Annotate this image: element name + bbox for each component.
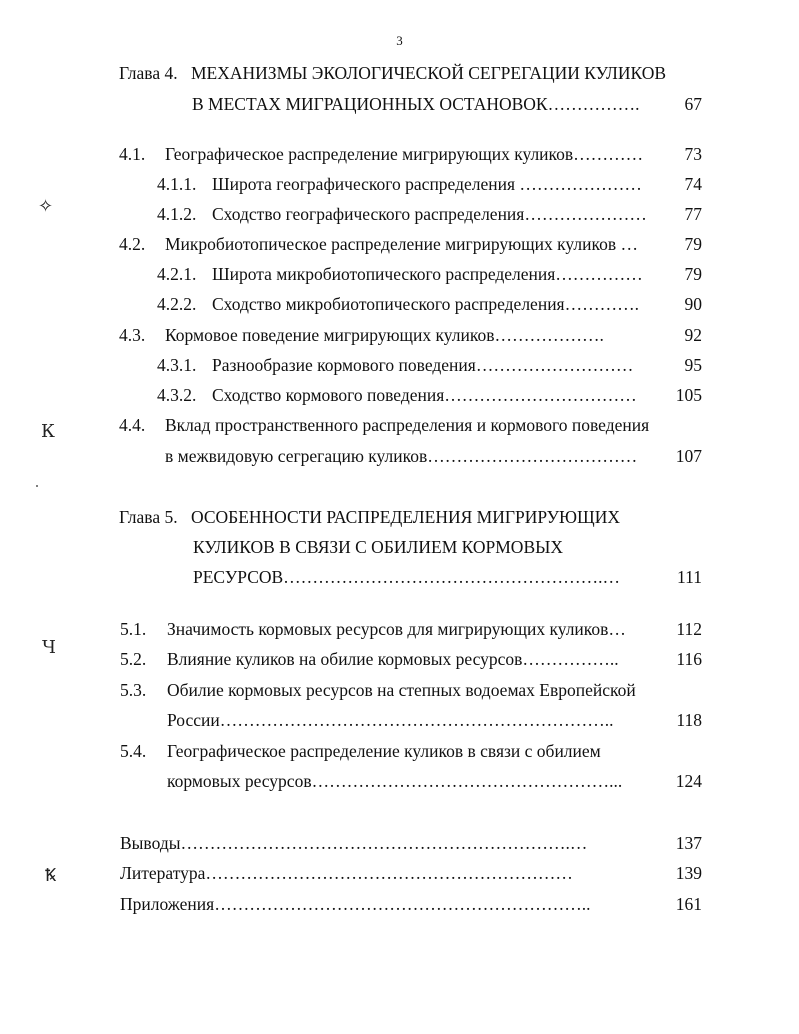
toc-entry-page: 90 <box>684 294 702 314</box>
toc-entry-text: Разнообразие кормового поведения……………………… <box>212 355 634 375</box>
toc-number: 5.2. <box>120 649 147 669</box>
toc-entry-text: Географическое распределение мигрирующих куликов………… <box>165 144 644 164</box>
toc-entry-page: 161 <box>675 894 702 914</box>
toc-entry-text: Широта микробиотопического распределения…………… <box>212 264 643 284</box>
chapter5-title-line2: КУЛИКОВ В СВЯЗИ С ОБИЛИЕМ КОРМОВЫХ <box>193 537 564 557</box>
toc-entry-page: 107 <box>675 446 702 466</box>
toc-entry-page: 112 <box>676 619 702 639</box>
toc-entry-text: Микробиотопическое распределение мигрирующих куликов … <box>165 234 638 254</box>
toc-entry-text-cont: кормовых ресурсов……………………………………………... <box>167 771 623 791</box>
chapter5-title-line3: РЕСУРСОВ……………………………………………….… <box>193 567 621 587</box>
toc-entry-text: Сходство кормового поведения…………………………… <box>212 385 637 405</box>
toc-entry-text: Кормовое поведение мигрирующих куликов………………. <box>165 325 604 345</box>
toc-entry-text: Сходство микробиотопического распределения…………. <box>212 294 639 314</box>
chapter4-page: 67 <box>684 94 702 114</box>
toc-number: 4.1.1. <box>157 174 197 194</box>
toc-number: 4.1. <box>119 144 146 164</box>
toc-entry-page: 118 <box>676 710 702 730</box>
toc-entry-text: Сходство географического распределения………………… <box>212 204 647 224</box>
toc-entry-page: 74 <box>684 174 702 194</box>
toc-number: 5.3. <box>120 680 147 700</box>
toc-number: 4.3. <box>119 325 146 345</box>
toc-entry-page: 77 <box>684 204 702 224</box>
toc-entry-page: 137 <box>675 833 702 853</box>
toc-entry-text: Обилие кормовых ресурсов на степных водоемах Европейской <box>167 680 636 700</box>
chapter4-title-line2: В МЕСТАХ МИГРАЦИОННЫХ ОСТАНОВОК……………. <box>192 94 640 114</box>
chapter5-label: Глава 5. <box>119 507 178 527</box>
toc-entry-text: Географическое распределение куликов в связи с обилием <box>167 741 601 761</box>
toc-entry-literature: Литература……………………………………………………… <box>120 863 573 883</box>
toc-entry-page: 73 <box>684 144 702 164</box>
toc-number: 4.2.2. <box>157 294 197 314</box>
chapter5-page: 111 <box>677 567 702 587</box>
toc-entry-text: Широта географического распределения ………………… <box>212 174 642 194</box>
toc-entry-page: 116 <box>676 649 702 669</box>
toc-number: 4.4. <box>119 415 146 435</box>
margin-mark: К <box>41 421 55 442</box>
chapter4-title-line1: МЕХАНИЗМЫ ЭКОЛОГИЧЕСКОЙ СЕГРЕГАЦИИ КУЛИКОВ <box>191 63 667 83</box>
margin-mark: ✧ <box>38 196 54 217</box>
page-number: 3 <box>396 33 403 48</box>
toc-entry-text: Влияние куликов на обилие кормовых ресурсов…………….. <box>167 649 619 669</box>
toc-entry-text-cont: в межвидовую сегрегацию куликов……………………………… <box>165 446 638 466</box>
toc-entry-page: 139 <box>675 863 702 883</box>
chapter4-label: Глава 4. <box>119 63 178 83</box>
toc-entry-conclusions: Выводы………………………………………………………….… <box>120 833 588 853</box>
margin-mark: Ч <box>42 637 56 658</box>
margin-mark: Ꝅ <box>45 865 57 886</box>
margin-dot <box>36 485 38 487</box>
chapter5-title-line1: ОСОБЕННОСТИ РАСПРЕДЕЛЕНИЯ МИГРИРУЮЩИХ <box>191 507 620 527</box>
toc-number: 4.1.2. <box>157 204 197 224</box>
toc-entry-page: 95 <box>684 355 702 375</box>
toc-entry-page: 79 <box>684 264 702 284</box>
toc-number: 5.1. <box>120 619 147 639</box>
toc-number: 4.3.1. <box>157 355 197 375</box>
toc-entry-page: 124 <box>675 771 702 791</box>
toc-number: 4.2. <box>119 234 146 254</box>
toc-number: 5.4. <box>120 741 147 761</box>
toc-entry-page: 105 <box>675 385 702 405</box>
toc-entry-text: Вклад пространственного распределения и кормового поведения <box>165 415 650 435</box>
toc-entry-text: Значимость кормовых ресурсов для мигрирующих куликов… <box>167 619 626 639</box>
toc-entry-page: 79 <box>684 234 702 254</box>
toc-number: 4.3.2. <box>157 385 197 405</box>
toc-entry-text-cont: России………………………………………………………….. <box>167 710 614 730</box>
toc-number: 4.2.1. <box>157 264 197 284</box>
toc-entry-page: 92 <box>684 325 702 345</box>
toc-entry-appendices: Приложения……………………………………………………….. <box>120 894 591 914</box>
